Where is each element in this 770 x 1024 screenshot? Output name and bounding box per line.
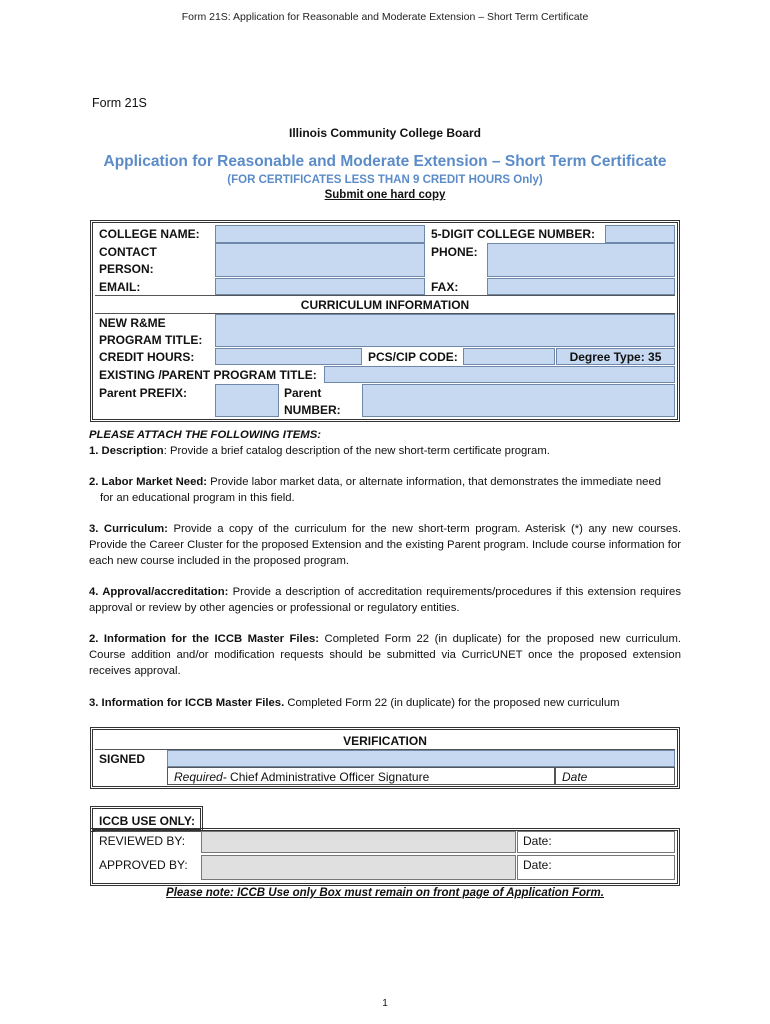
submit-note: Submit one hard copy [324,189,446,201]
approved-date-label: Date: [517,855,675,880]
approved-by-label: APPROVED BY: [99,858,188,872]
attachment-lead: 3. Information for ICCB Master Files. [89,697,285,709]
parent-number-label-line-2: NUMBER: [284,403,341,417]
attachments-heading: PLEASE ATTACH THE FOLLOWING ITEMS: [89,429,321,441]
parent-prefix-field[interactable] [215,384,279,417]
attachment-text-continued: for an educational program in this field. [100,492,295,504]
parent-number-field[interactable] [362,384,675,417]
verification-heading: VERIFICATION [343,734,427,748]
signed-label: SIGNED [99,752,146,766]
parent-number-label [280,384,362,420]
page-number: 1 [382,998,388,1009]
page-title: Application for Reasonable and Moderate Extension – Short Term Certificate [103,153,667,170]
existing-program-field[interactable] [324,366,675,383]
signature-caption-cell [167,767,555,785]
attachment-item-master-files [89,631,681,679]
college-name-field[interactable] [215,225,425,243]
phone-label: PHONE: [431,245,478,259]
contact-label-line-1: CONTACT [99,245,157,259]
program-title-label-line-2: PROGRAM TITLE: [99,333,203,347]
program-title-label-line-1: NEW R&ME [99,316,166,330]
phone-field[interactable] [487,243,675,277]
contact-person-field[interactable] [215,243,425,277]
credit-hours-field[interactable] [215,348,362,365]
existing-program-label: EXISTING /PARENT PROGRAM TITLE: [99,368,317,382]
attachment-text: Provide a copy of the curriculum for the new short-term program. Asterisk (*) any new courses. Provide the Career Cluster for the proposed Extension and the existing Parent program. Include course information for each new course included in the proposed program. [89,523,681,567]
date-caption: Date [555,767,675,785]
iccb-heading: ICCB USE ONLY: [99,814,196,828]
page-subtitle: (FOR CERTIFICATES LESS THAN 9 CREDIT HOURS Only) [227,174,543,186]
parent-number-label-line-1: Parent [284,386,322,400]
attachment-item-description [89,443,681,459]
parent-prefix-label: Parent PREFIX: [99,386,188,400]
attachment-lead: 1. Description [89,445,164,457]
required-prefix: Required- [174,770,227,784]
program-title-label [95,314,215,350]
contact-person-label [95,243,215,279]
attachment-lead: 4. Approval/accreditation: [89,586,229,598]
attachment-text: Completed Form 22 (in duplicate) for the proposed new curriculum. Course addition and/or modification requests should be submitted via CurricUNET once the proposed extension receives approval. [89,633,682,677]
attachment-item-accreditation [89,584,681,616]
email-field[interactable] [215,278,425,295]
attachment-text: Provide labor market data, or alternate information, that demonstrates the immediate need [207,476,662,488]
pcs-cip-field[interactable] [463,348,555,365]
curriculum-section-label: CURRICULUM INFORMATION [300,298,470,312]
reviewed-by-label: REVIEWED BY: [95,831,201,851]
attachment-lead: 3. Curriculum: [89,523,168,535]
attachment-item-master-files-2 [89,695,681,711]
approved-by-field[interactable] [201,855,516,880]
program-title-field[interactable] [215,314,675,347]
fax-field[interactable] [487,278,675,295]
reviewed-by-field[interactable] [201,831,516,853]
attachment-text: Provide a description of accreditation requirements/procedures if this extension requires approval or review by other agencies or professional or regulatory entities. [89,586,681,614]
fax-label: FAX: [431,280,459,294]
contact-label-line-2: PERSON: [99,262,154,276]
form-number: Form 21S [92,96,147,110]
attachment-item-labor-market [89,474,681,506]
attachment-lead: 2. Information for the ICCB Master Files: [89,633,320,645]
attachments-section [89,427,681,459]
attachment-lead: 2. Labor Market Need: [89,476,208,488]
college-number-field[interactable] [605,225,675,243]
front-page-note: Please note: ICCB Use only Box must remain on front page of Application Form. [166,887,604,899]
college-name-label: COLLEGE NAME: [99,227,200,241]
board-name: Illinois Community College Board [288,126,482,140]
attachment-item-curriculum [89,521,681,569]
attachment-text: : Provide a brief catalog description of the new short-term certificate program. [163,445,550,457]
credit-hours-label: CREDIT HOURS: [99,350,195,364]
signature-caption: Chief Administrative Officer Signature [230,770,430,784]
attachment-text: Completed Form 22 (in duplicate) for the proposed new curriculum [284,697,620,709]
college-number-label: 5-DIGIT COLLEGE NUMBER: [431,227,595,241]
degree-type-label: Degree Type: 35 [569,350,662,364]
pcs-cip-label: PCS/CIP CODE: [368,350,458,364]
signature-field[interactable] [167,750,675,767]
email-label: EMAIL: [99,280,141,294]
reviewed-date-label: Date: [517,831,675,853]
running-header: Form 21S: Application for Reasonable and Moderate Extension – Short Term Certificate [181,11,589,23]
